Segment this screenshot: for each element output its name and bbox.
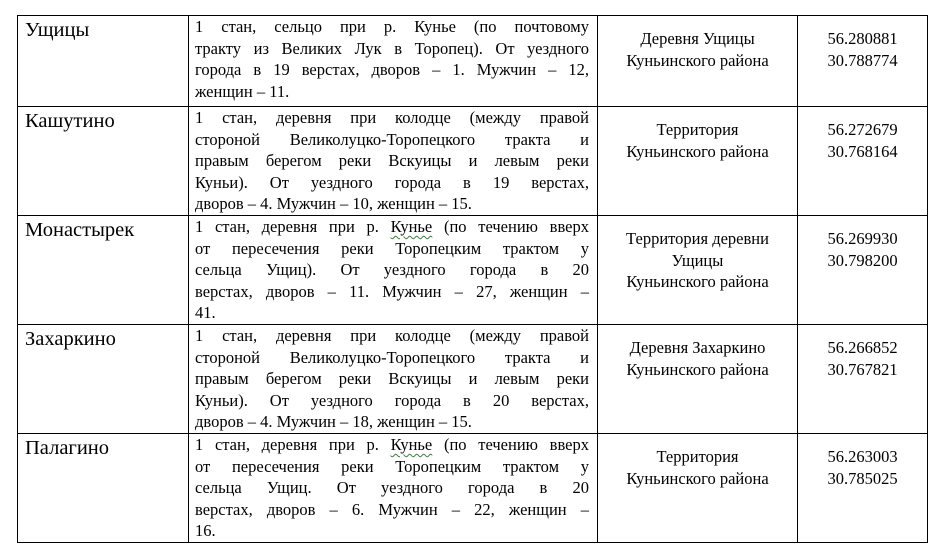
description-line: 41. (195, 303, 216, 323)
description-line: дворов – 4. Мужчин – 10, женщин – 15. (195, 194, 472, 214)
settlement-location (598, 16, 798, 107)
settlement-description (189, 215, 598, 324)
description-line: города в 19 верстах, дворов – 1. Мужчин – 12, (195, 60, 589, 80)
description-line: 1 стан, деревня при р. Кунье (по течению вверх (195, 216, 589, 236)
description-line: 1 стан, деревня при колодце (между правой (195, 108, 589, 127)
location-line: Куньинского района (626, 141, 769, 161)
settlement-location (598, 215, 798, 324)
description-line: верстах, дворов – 6. Мужчин – 22, женщин – (195, 499, 589, 519)
settlement-coordinates (798, 107, 928, 216)
location-line: Деревня Захаркино (629, 337, 766, 357)
location-line: Ущицы (671, 250, 724, 270)
settlement-name: Палагино (18, 433, 189, 542)
longitude-value: 30.788774 (827, 50, 898, 70)
settlement-name: Монастырек (18, 215, 189, 324)
description-line: 1 стан, деревня при р. Кунье (по течению вверх (195, 434, 589, 454)
latitude-value: 56.269930 (827, 228, 898, 248)
description-line: 1 стан, деревня при колодце (между правой (195, 325, 589, 345)
description-line: 1 стан, сельцо при р. Кунье (по почтовому (195, 17, 589, 36)
latitude-value: 56.280881 (827, 29, 898, 48)
location-line: Деревня Ущицы (640, 29, 755, 48)
settlement-description (189, 324, 598, 433)
table-row (18, 324, 928, 433)
description-line: сельца Ущиц. От уездного города в 20 (195, 478, 589, 498)
settlement-coordinates (798, 433, 928, 542)
description-line: стороной Великолуцко-Торопецкого тракта и (195, 347, 589, 367)
settlement-description (189, 433, 598, 542)
description-line: правым берегом реки Вскуицы и левым реки (195, 151, 589, 171)
location-line: Куньинского района (626, 272, 769, 292)
settlement-description (189, 16, 598, 107)
description-line: правым берегом реки Вскуицы и левым реки (195, 369, 589, 389)
description-line: верстах, дворов – 11. Мужчин – 27, женщин – (195, 281, 589, 301)
table-row (18, 107, 928, 216)
latitude-value: 56.263003 (827, 446, 898, 466)
table-row (18, 16, 928, 107)
settlement-name: Захаркино (18, 324, 189, 433)
location-line: Территория деревни (626, 228, 769, 248)
location-line: Куньинского района (626, 50, 769, 70)
description-line: стороной Великолуцко-Торопецкого тракта и (195, 129, 589, 149)
settlement-description (189, 107, 598, 216)
location-line: Куньинского района (626, 468, 769, 488)
location-line: Территория (656, 446, 739, 466)
table-row (18, 433, 928, 542)
latitude-value: 56.272679 (827, 120, 898, 139)
settlement-coordinates (798, 16, 928, 107)
description-line: от пересечения реки Торопецким трактом у (195, 456, 589, 476)
settlement-name: Ущицы (18, 16, 189, 107)
location-line: Куньинского района (626, 359, 769, 379)
latitude-value: 56.266852 (827, 337, 898, 357)
settlements-table (17, 15, 928, 543)
spellcheck-underlined-word: Кунье (390, 434, 433, 454)
description-line: дворов – 4. Мужчин – 18, женщин – 15. (195, 412, 472, 432)
longitude-value: 30.768164 (827, 141, 898, 161)
settlement-location (598, 324, 798, 433)
description-line: тракту из Великих Лук в Торопец). От уездного (195, 38, 589, 58)
table-row (18, 215, 928, 324)
description-line: 16. (195, 521, 216, 541)
longitude-value: 30.785025 (827, 468, 898, 488)
description-line: от пересечения реки Торопецким трактом у (195, 238, 589, 258)
location-line: Территория (656, 120, 739, 139)
description-line: Куньи). От уездного города в 19 верстах, (195, 172, 589, 192)
settlement-location (598, 433, 798, 542)
longitude-value: 30.767821 (827, 359, 898, 379)
spellcheck-underlined-word: Кунье (390, 216, 433, 236)
table-body (18, 16, 928, 543)
settlement-location (598, 107, 798, 216)
settlement-coordinates (798, 324, 928, 433)
description-line: Куньи). От уездного города в 20 верстах, (195, 390, 589, 410)
settlement-name: Кашутино (18, 107, 189, 216)
longitude-value: 30.798200 (827, 250, 898, 270)
settlement-coordinates (798, 215, 928, 324)
description-line: женщин – 11. (195, 81, 290, 101)
description-line: сельца Ущиц). От уездного города в 20 (195, 260, 589, 280)
